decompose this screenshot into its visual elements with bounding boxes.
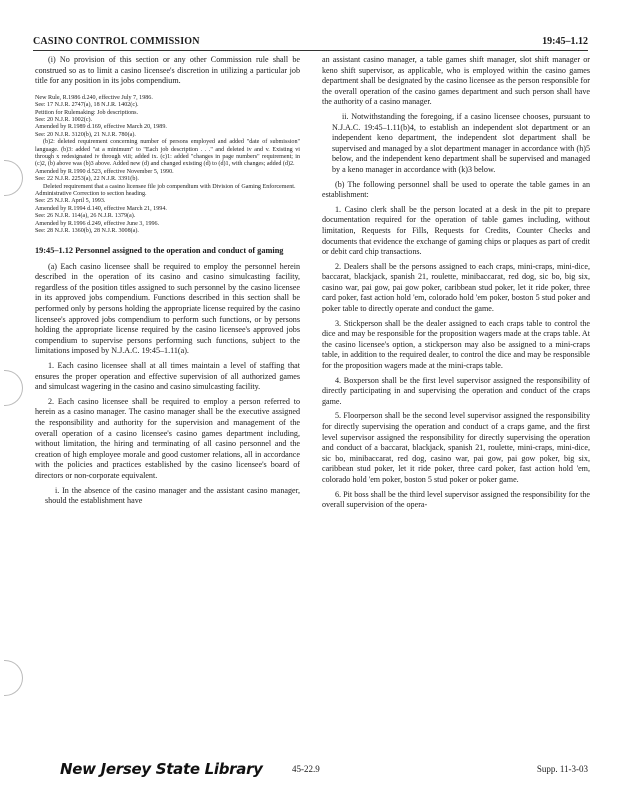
history-line: See: 20 N.J.R. 1002(c). (35, 117, 93, 123)
running-header-section: 19:45–1.12 (542, 36, 588, 47)
running-header-title: CASINO CONTROL COMMISSION (33, 36, 200, 47)
history-line: See: 26 N.J.R. 114(a), 26 N.J.R. 1379(a). (35, 213, 136, 220)
paragraph-a: (a) Each casino licensee shall be required to employ the personnel herein described in the operation of its casino and casino simulcasting facility, regardless of the position titles assigned to such personnel by the casino licensee in its approved jobs compendium. Functions described in this section shall be performed only by persons holding the appropriate license required by the casino licensee's approved jobs compendium to perform such functions, or by persons holding the appropriate license required by the casino licensee's approved jobs compendium to supervise persons performing such functions, subject to the limitations imposed by N.J.A.C. 19:45–1.11(a). (35, 261, 300, 356)
header-rule (33, 50, 588, 51)
page-number: 45-22.9 (292, 764, 320, 774)
paragraph-a2: 2. Each casino licensee shall be required to employ a person referred to herein as a casino manager. The casino manager shall be the executive assigned the responsibility and authority for the supervision and management of the overall operation of a casino licensee's casino games department including, without limitation, the hiring and terminating of all casino personnel and the creation of high employee morale and good customer relations, all in accordance with the policies and practices established by the casino licensee's board of directors or non-corporate equivalent. (35, 396, 300, 480)
punch-hole-mark (4, 370, 23, 406)
history-line: See: 25 N.J.R. April 5, 1993. (35, 198, 106, 205)
history-line: See: 28 N.J.R. 1360(b), 28 N.J.R. 3008(a). (35, 228, 139, 235)
history-line: Deleted requirement that a casino licensee file job compendium with Division of Gaming Enforcement. (43, 183, 296, 190)
paragraph-a2i: i. In the absence of the casino manager and the assistant casino manager, should the establishment have (45, 485, 300, 506)
paragraph-b6: 6. Pit boss shall be the third level supervisor assigned the responsibility for the overall supervision of the opera- (322, 489, 590, 510)
history-line: (b)2: deleted requirement concerning number of persons employed and added "date of submission" language. (b)3: added "at a minimum" to "Each job description . . ." and deleted iv and v. Existing vi through x redesignated iv through viii; added ix. (c)1: added "changes in page numbers" requirement; in (c)2, (b) above was (b)3 above. Added new (d) and changed existing (d) to (d)1, with changes; added (d)2. (35, 139, 300, 168)
paragraph-b4: 4. Boxperson shall be the first level supervisor assigned the responsibility of directly participating in and supervising the operation and conduct of the craps game. (322, 375, 590, 406)
punch-hole-mark (4, 660, 23, 696)
paragraph-b3: 3. Stickperson shall be the dealer assigned to each craps table to control the dice and may be responsible for the proposition wagers made at the craps table. At the casino licensee's option, a stickperson may also be assigned to a mini-craps table, in addition to the required dealer, to control the dice and may be responsible for the proposition wagers made at the mini-craps table. (322, 318, 590, 371)
history-line: See: 17 N.J.R. 2747(a), 18 N.J.R. 1402(c). (35, 102, 139, 109)
paragraph-b: (b) The following personnel shall be used to operate the table games in an establishment: (322, 179, 590, 200)
paragraph-b1: 1. Casino clerk shall be the person located at a desk in the pit to prepare documentation required for the operation of table games including, without limitation, Requests for Fills, Requests for Credits, Counter Checks and documents that evidence the exchange of gaming chips or plaques as part of credit or debit card chip transactions. (322, 204, 590, 257)
left-column (35, 55, 300, 511)
history-line: New Rule, R.1986 d.240, effective July 7, 1986. (35, 94, 153, 101)
right-column (322, 55, 590, 515)
paragraph-a2i-continued: an assistant casino manager, a table games shift manager, slot shift manager or keno shift supervisor, as applicable, who is employed within the casino games department shall be designated by the casino licensee as the person responsible for the overall operation of the casino games department and such person shall have the authority of a casino manager. (322, 55, 590, 107)
section-heading: 19:45–1.12 Personnel assigned to the operation and conduct of gaming (35, 245, 284, 255)
punch-hole-mark (4, 160, 23, 196)
history-line: See: 20 N.J.R. 3120(b), 21 N.J.R. 780(a). (35, 131, 136, 138)
paragraph-a2ii: ii. Notwithstanding the foregoing, if a casino licensee chooses, pursuant to N.J.A.C. 19:45–1.11(b)4, to establish an independent slot department or an independent keno department, the independent slot department shall be supervised and managed by a slot department manager in accordance with (h)5 below, and the independent keno department shall be supervised and managed by a keno manager in accordance with (k)3 below. (332, 111, 590, 174)
supplement-date: Supp. 11-3-03 (536, 764, 588, 774)
history-line: Petition for Rulemaking: Job descriptions. (35, 109, 139, 116)
history-line: See: 22 N.J.R. 2253(a), 22 N.J.R. 3391(b). (35, 176, 139, 183)
paragraph-i: (i) No provision of this section or any other Commission rule shall be construed so as to limit a casino licensee's discretion in utilizing a particular job title for any position in its jobs compendium. (35, 55, 300, 86)
history-line: Amended by R.1990 d.523, effective November 5, 1990. (35, 168, 174, 175)
history-line: Administrative Correction to section heading. (35, 191, 147, 198)
library-stamp: New Jersey State Library (60, 760, 263, 778)
history-line: Amended by R.1994 d.140, effective March 21, 1994. (35, 205, 167, 212)
paragraph-b2: 2. Dealers shall be the persons assigned to each craps, mini-craps, mini-dice, baccarat, blackjack, spanish 21, roulette, minibaccarat, red dog, sic bo, big six, casino war, pai gow, pai gow poker, caribbean stud poker, let it ride poker, three card poker, fast action hold 'em, colorado hold 'em poker, boston 5 stud poker and poker table to directly operate and conduct the game. (322, 261, 590, 314)
paragraph-a1: 1. Each casino licensee shall at all times maintain a level of staffing that ensures the proper operation and effective supervision of all authorized games and simulcast wagering in the casino and casino simulcasting facility. (35, 361, 300, 392)
history-notes (35, 95, 300, 236)
history-line: Amended by R.1996 d.249, effective June 3, 1996. (35, 220, 160, 227)
history-line: Amended by R.1989 d.169, effective March 20, 1989. (35, 124, 167, 131)
paragraph-b5: 5. Floorperson shall be the second level supervisor assigned the responsibility for directly supervising the operation and conduct of a craps game, and the first level supervisor assigned the responsibility for directly supervising the operation and conduct of a baccarat, blackjack, spanish 21, roulette, mini-craps, mini-dice, sic bo, minibaccarat, red dog, casino war, pai gow, pai gow poker, big six, caribbean stud poker, let it ride poker, three card poker, fast action hold 'em, colorado hold 'em poker, boston 5 stud poker or poker game. (322, 411, 590, 484)
